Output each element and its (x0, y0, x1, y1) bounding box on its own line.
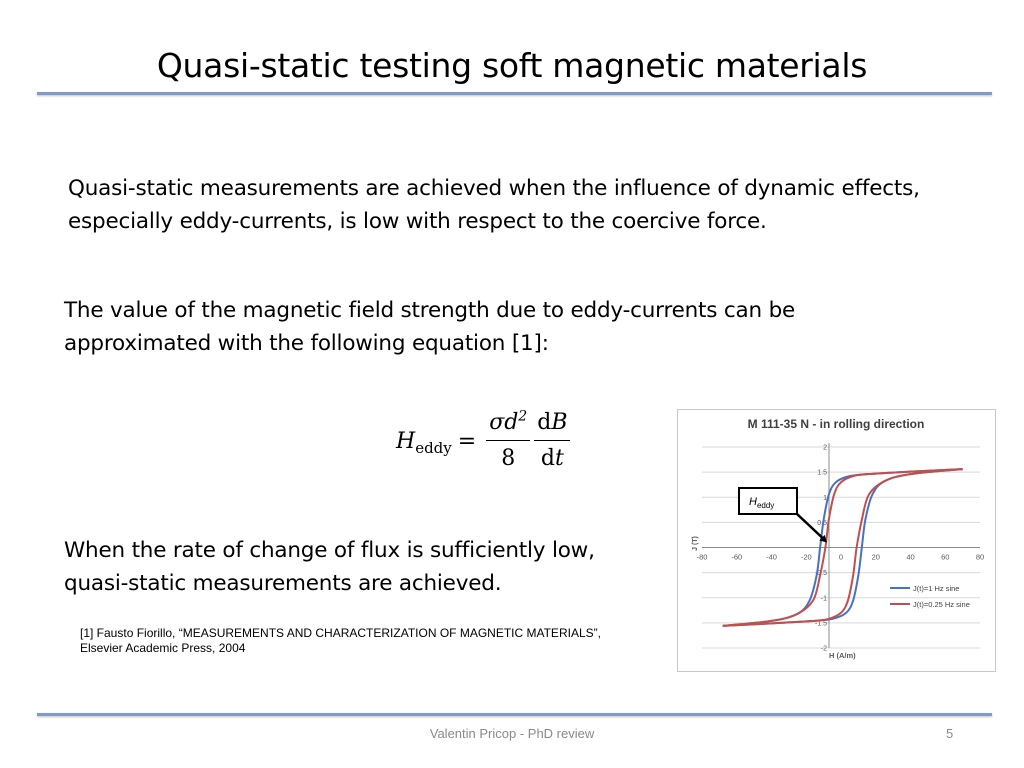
fraction1-numerator: $\sigma d^2$ (486, 409, 530, 441)
chart-title: M 111-35 N - in rolling direction (747, 417, 925, 431)
page-number: 5 (946, 726, 954, 741)
equation-lhs-subscript: eddy (415, 439, 452, 457)
y-tick-label: 1.5 (817, 469, 827, 477)
equation-fraction-sigma-d2 (486, 409, 530, 473)
reference-citation: [1] Fausto Fiorillo, “MEASUREMENTS AND CHARACTERIZATION OF MAGNETIC MATERIALS”, Elsevier Academic Press, 2004 (80, 626, 601, 655)
x-tick-label: 60 (941, 552, 950, 562)
y-tick-label: 1 (823, 494, 827, 502)
paragraph-quasi-static-definition: Quasi-static measurements are achieved when the influence of dynamic effects, especially eddy-currents, is low with respect to the coercive force. (68, 176, 920, 234)
x-tick-label: -60 (731, 552, 743, 562)
x-tick-label: -20 (800, 552, 812, 562)
eddy-current-equation (396, 404, 572, 478)
x-tick-label: 40 (906, 552, 915, 562)
fraction1-exponent: 2 (518, 408, 528, 425)
x-tick-label: 20 (871, 552, 880, 562)
equation-equals: = (457, 428, 477, 454)
y-axis-label: J (T) (692, 536, 699, 551)
hysteresis-chart (677, 409, 996, 672)
equation-fraction-dB-dt (534, 409, 570, 473)
x-tick-label: -40 (766, 552, 777, 562)
x-tick-label: -80 (696, 552, 708, 562)
paragraph-conclusion: When the rate of change of flux is sufficiently low, quasi-static measurements are achieved. (64, 538, 595, 596)
x-tick-label: 0 (838, 552, 844, 562)
slide-title: Quasi-static testing soft magnetic materials (156, 46, 868, 85)
y-tick-label: 0.5 (817, 519, 827, 527)
y-tick-label: -0.5 (814, 570, 827, 578)
y-tick-label: -1.5 (814, 620, 827, 628)
footer-divider (37, 713, 992, 716)
y-tick-label: 2 (823, 444, 827, 452)
fraction2-numerator: dB (534, 409, 570, 441)
hysteresis-chart-svg (678, 410, 995, 671)
legend-label-1: J(t)=0.25 Hz sine (913, 600, 970, 609)
footer-author: Valentin Pricop - PhD review (429, 726, 595, 741)
paragraph-eddy-field-intro: The value of the magnetic field strength due to eddy-currents can be approximated with the following equation [1]: (64, 298, 796, 356)
y-tick-label: -2 (820, 645, 827, 653)
fraction2-denominator: dt (540, 446, 564, 471)
legend-label-0: J(t)=1 Hz sine (913, 584, 960, 593)
title-divider (37, 92, 992, 95)
annotation-label: $H_{eddy}$ (749, 496, 775, 510)
x-axis-label: H (A/m) (829, 651, 856, 660)
x-tick-label: 80 (975, 552, 985, 562)
fraction1-denominator: 8 (501, 446, 516, 471)
equation-lhs-symbol: H (396, 428, 416, 454)
y-tick-label: -1 (820, 595, 827, 603)
